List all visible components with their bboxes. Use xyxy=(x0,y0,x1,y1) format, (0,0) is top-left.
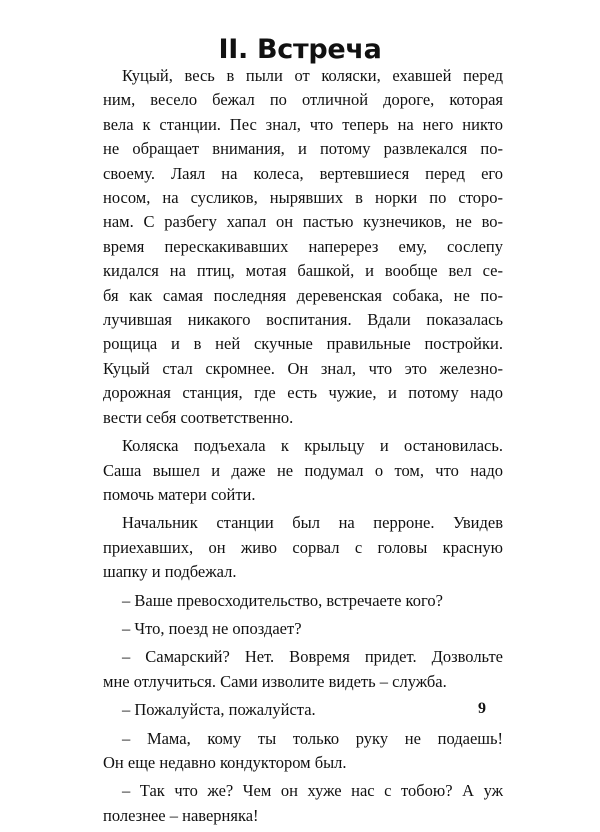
text-line: лучившая никакого воспитания. Вдали показалась xyxy=(103,310,503,330)
text-line: мне отлучиться. Сами изволите видеть – служба. xyxy=(103,671,447,691)
text-line: время перескакивавших наперерез ему, сослепу xyxy=(103,236,503,256)
text-line: нам. С разбегу хапал он пастью кузнечиков, не во- xyxy=(103,212,503,232)
text-line: ним, весело бежал по отличной дороге, которая xyxy=(103,90,503,110)
page-number: 9 xyxy=(478,700,486,717)
text-line: рощица и в ней скучные правильные постройки. xyxy=(103,334,503,354)
text-line: – Что, поезд не опоздает? xyxy=(122,618,302,638)
text-line: Коляска подъехала к крыльцу и остановилась. xyxy=(122,436,503,456)
text-line: шапку и подбежал. xyxy=(103,562,237,582)
text-line: приехавших, он живо сорвал с головы красную xyxy=(103,537,503,557)
text-line: вела к станции. Пес знал, что теперь на него никто xyxy=(103,114,503,134)
paragraph xyxy=(103,617,503,641)
paragraph xyxy=(103,727,503,776)
text-line: Куцый стал скромнее. Он знал, что это железно- xyxy=(103,358,503,378)
paragraph xyxy=(103,64,503,430)
paragraph xyxy=(103,779,503,828)
paragraph xyxy=(103,645,503,694)
paragraph xyxy=(103,698,503,722)
text-line: вести себя соответственно. xyxy=(103,407,294,427)
text-line: своему. Лаял на колеса, вертевшиеся перед его xyxy=(103,163,503,183)
text-line: Он еще недавно кондуктором был. xyxy=(103,752,347,772)
text-line: Куцый, весь в пыли от коляски, ехавшей перед xyxy=(122,66,503,85)
text-line: Саша вышел и даже не подумал о том, что надо xyxy=(103,460,503,480)
text-line: носом, на сусликов, нырявших в норки по сторо- xyxy=(103,188,503,208)
paragraph xyxy=(103,511,503,584)
paragraph xyxy=(103,589,503,613)
text-line: – Самарский? Нет. Вовремя придет. Дозвольте xyxy=(122,647,503,667)
chapter-text xyxy=(103,64,503,832)
text-line: кидался на птиц, мотая башкой, и вообще вел се- xyxy=(103,261,503,281)
text-line: бя как самая последняя деревенская собака, не по- xyxy=(103,285,503,305)
text-line: не обращает внимания, и потому развлекался по- xyxy=(103,139,503,159)
text-line: – Ваше превосходительство, встречаете кого? xyxy=(122,590,443,610)
text-line: Начальник станции был на перроне. Увидев xyxy=(122,513,503,533)
text-line: – Пожалуйста, пожалуйста. xyxy=(122,700,316,720)
text-line: дорожная станция, где есть чужие, и потому надо xyxy=(103,383,503,403)
text-line: – Мама, кому ты только руку не подаешь! xyxy=(122,728,503,748)
paragraph xyxy=(103,434,503,507)
text-line: помочь матери сойти. xyxy=(103,484,256,504)
text-line: полезнее – наверняка! xyxy=(103,805,259,825)
chapter-heading: II. Встреча xyxy=(218,34,382,65)
text-line: – Так что же? Чем он хуже нас с тобою? А уж xyxy=(122,781,503,801)
